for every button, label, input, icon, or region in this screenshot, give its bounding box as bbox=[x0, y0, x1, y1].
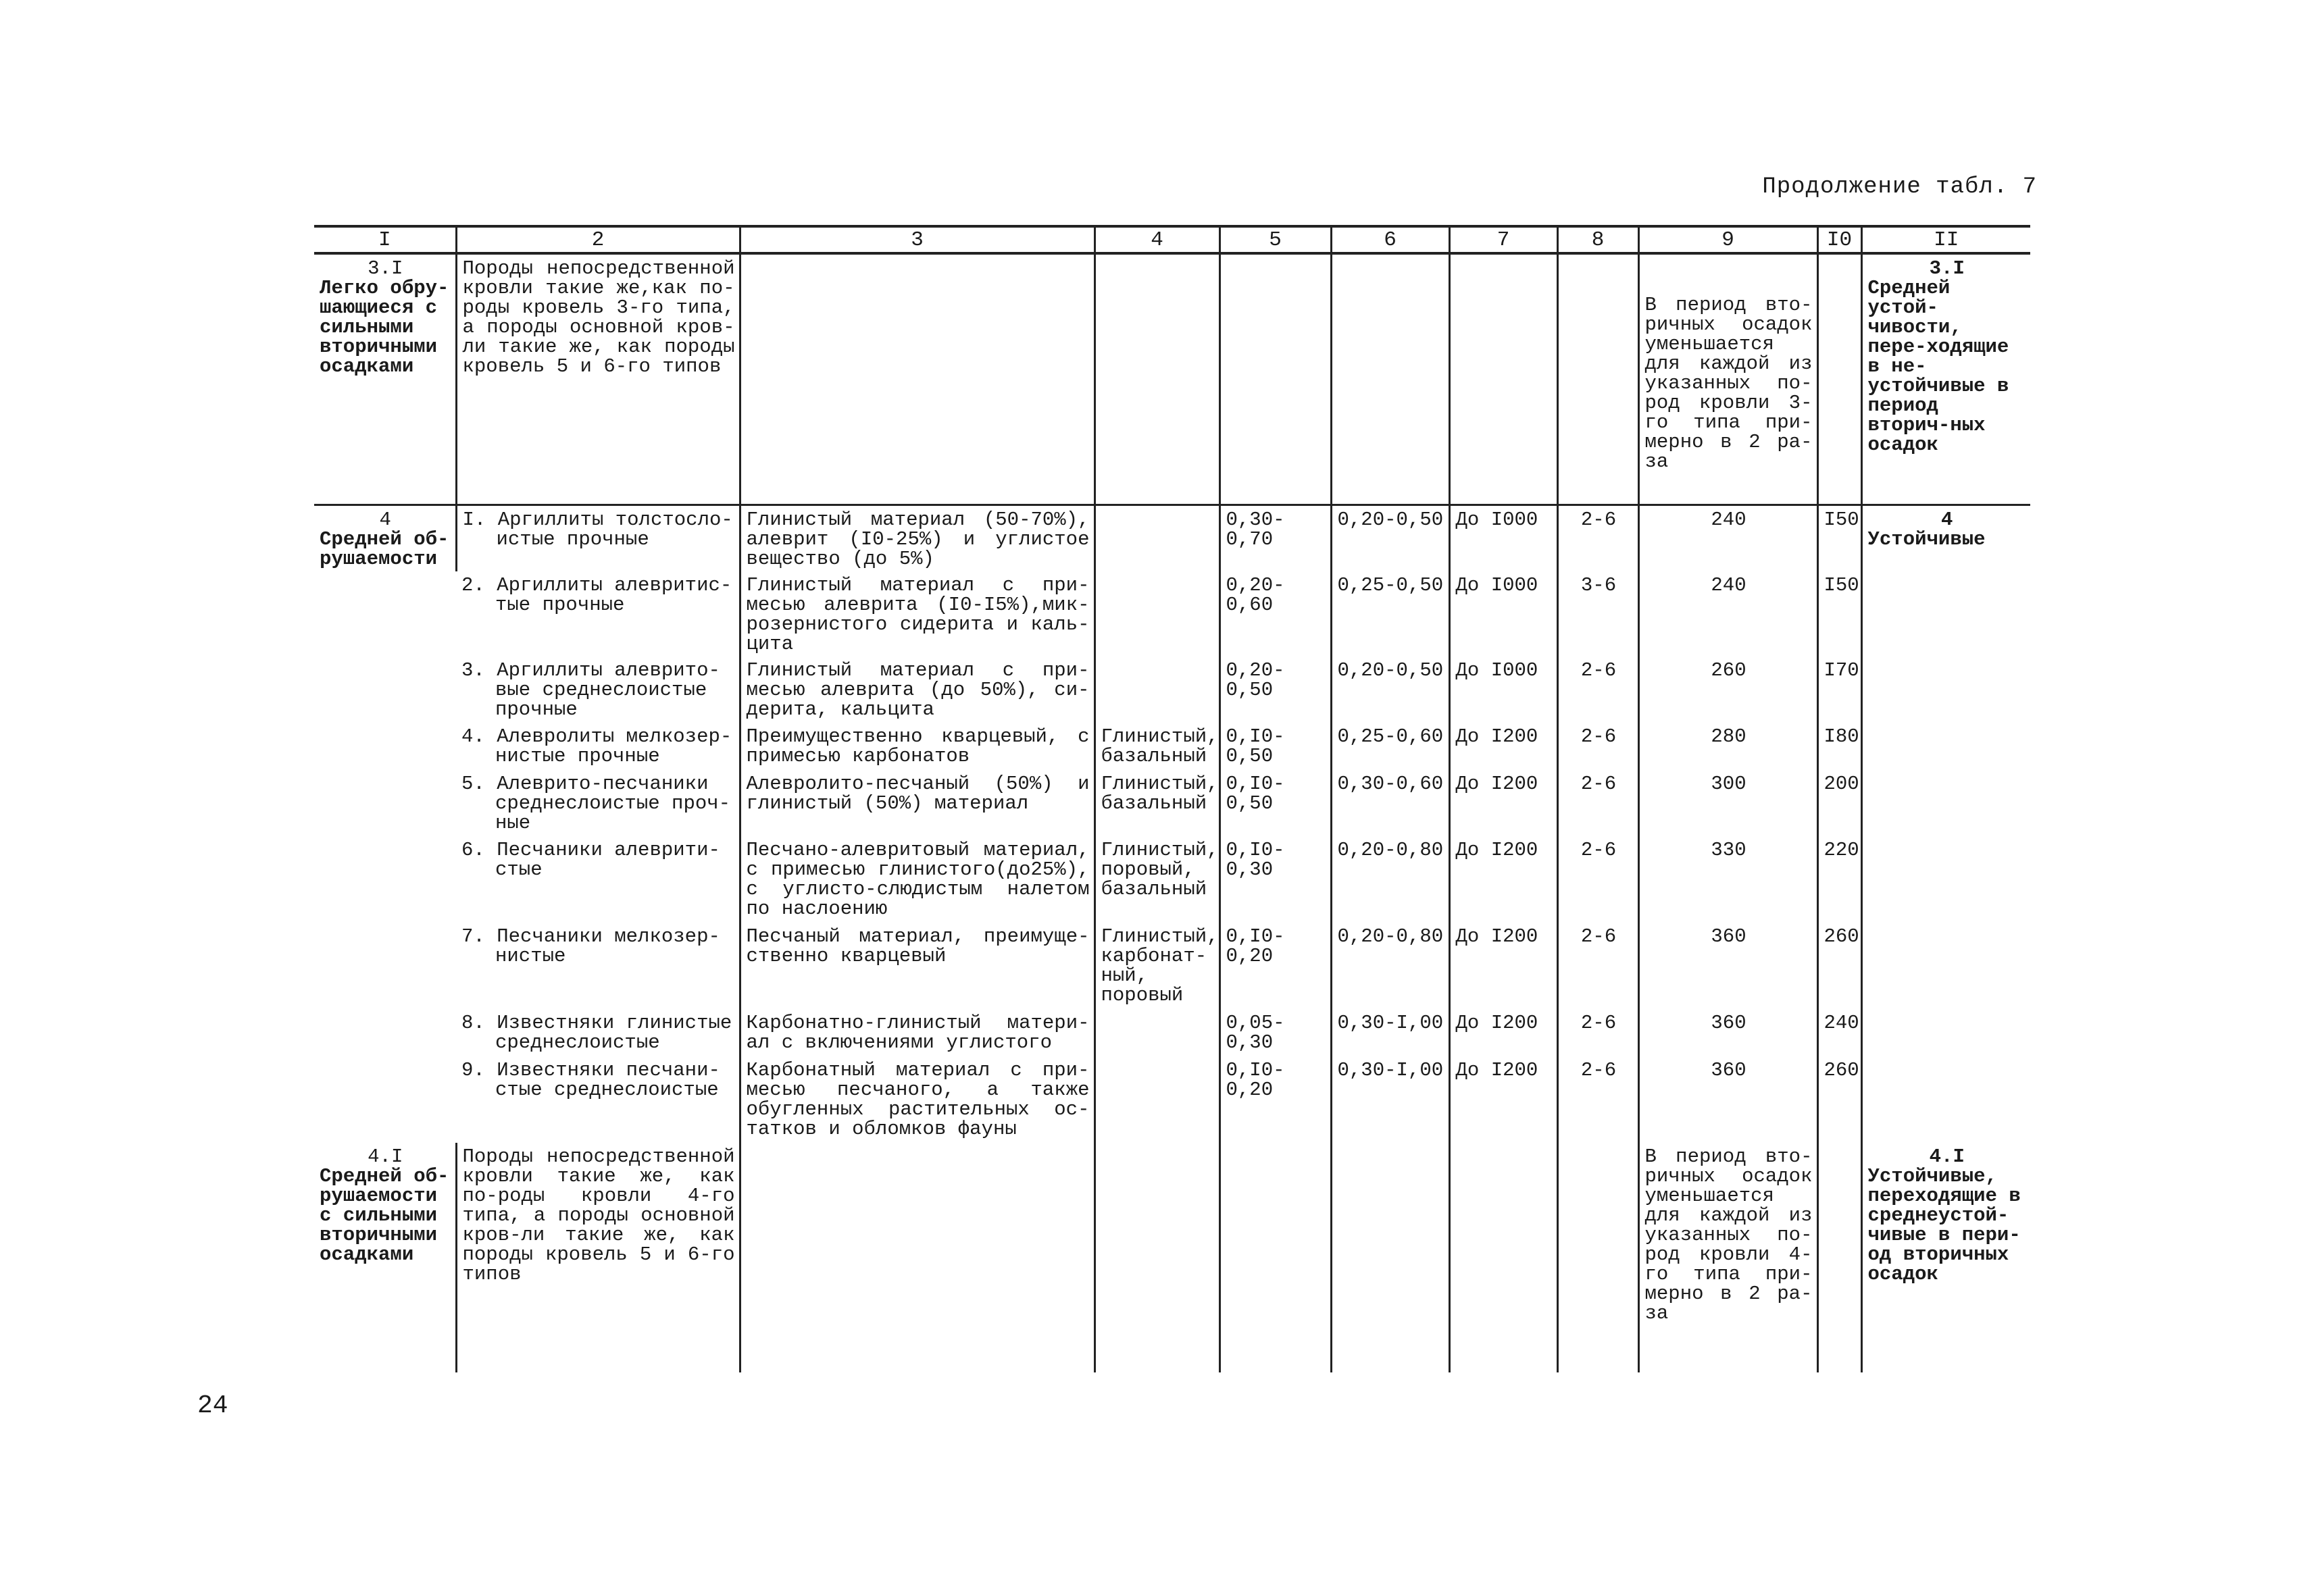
value-col6: 0,30-I,00 bbox=[1331, 1009, 1449, 1056]
value-col6: 0,25-0,50 bbox=[1331, 571, 1449, 657]
value-col10: I80 bbox=[1817, 723, 1861, 770]
cement-type: Глинистый, карбонат-ный, поровый bbox=[1095, 923, 1219, 1009]
value-col10: I70 bbox=[1817, 657, 1861, 723]
rock-material: Песчаный материал, преимуще-ственно кварцевый bbox=[740, 923, 1095, 1009]
item-number: 2. bbox=[461, 573, 485, 596]
stability-label: Средней устой-чивости, пере-ходящие в не-устойчивые в период вторич-ных осадок bbox=[1867, 277, 2009, 456]
value-col6: 0,25-0,60 bbox=[1331, 723, 1449, 770]
value-col10: 200 bbox=[1817, 770, 1861, 836]
item-number: 8. bbox=[461, 1011, 485, 1034]
rock-material: Алевролито-песчаный (50%) и глинистый (50%) материал bbox=[740, 770, 1095, 836]
value-col5: 0,I0-0,30 bbox=[1219, 836, 1331, 923]
rock-name: Известняки глинистые среднеслоистые bbox=[495, 1011, 732, 1054]
cement-type bbox=[1095, 505, 1219, 571]
table-row bbox=[314, 836, 2030, 923]
rock-material: Глинистый материал (50-70%), алеврит (I0-25%) и углистое вещество (до 5%) bbox=[740, 505, 1095, 571]
value-col10: 260 bbox=[1817, 923, 1861, 1009]
roof-type-cell bbox=[314, 1143, 456, 1372]
rock-name: Аргиллиты алевритис-тые прочные bbox=[495, 573, 732, 616]
value-col9: 300 bbox=[1638, 770, 1817, 836]
item-number: 4. bbox=[461, 725, 485, 748]
value-col9: 360 bbox=[1638, 1056, 1817, 1143]
rock-material: Песчано-алевритовый материал, с примесью глинистого(до25%), с углисто-слюдистым налетом по наслоению bbox=[740, 836, 1095, 923]
value-col9: 240 bbox=[1638, 505, 1817, 571]
roof-rock-description: Породы непосредственной кровли такие же, как по-роды кровли 4-го типа, а породы основной кров-ли такие же, как породы кровель 5 и 6-го типов bbox=[456, 1143, 740, 1372]
rock-classification-table bbox=[314, 225, 2030, 1372]
header-cell: I0 bbox=[1817, 226, 1861, 253]
roof-type-cell bbox=[314, 505, 456, 1143]
table-row bbox=[314, 923, 2030, 1009]
value-col7: До I200 bbox=[1449, 836, 1557, 923]
value-col6: 0,20-0,80 bbox=[1331, 923, 1449, 1009]
table-row bbox=[314, 505, 2030, 571]
value-col7: До I200 bbox=[1449, 1056, 1557, 1143]
value-col8: 2-6 bbox=[1557, 770, 1638, 836]
value-col5: 0,05-0,30 bbox=[1219, 1009, 1331, 1056]
value-col8: 2-6 bbox=[1557, 836, 1638, 923]
value-col7: До I200 bbox=[1449, 723, 1557, 770]
rock-name: Алевролиты мелкозер-нистые прочные bbox=[495, 725, 732, 767]
value-col7: До I200 bbox=[1449, 1009, 1557, 1056]
table-row bbox=[314, 770, 2030, 836]
value-col8: 2-6 bbox=[1557, 723, 1638, 770]
value-col8: 2-6 bbox=[1557, 505, 1638, 571]
table-row bbox=[314, 657, 2030, 723]
header-cell: 7 bbox=[1449, 226, 1557, 253]
item-number: I. bbox=[462, 508, 486, 531]
table-row bbox=[314, 571, 2030, 657]
value-col7: До I000 bbox=[1449, 571, 1557, 657]
value-col6: 0,20-0,50 bbox=[1331, 505, 1449, 571]
stability-cell bbox=[1861, 1143, 2030, 1372]
header-cell: I bbox=[314, 226, 456, 253]
header-cell: 9 bbox=[1638, 226, 1817, 253]
value-col7: До I200 bbox=[1449, 923, 1557, 1009]
value-col9: 330 bbox=[1638, 836, 1817, 923]
stability-cell bbox=[1861, 505, 2030, 1143]
header-cell: 5 bbox=[1219, 226, 1331, 253]
table-continuation-caption: Продолжение табл. 7 bbox=[1762, 174, 2037, 200]
value-col10: I50 bbox=[1817, 505, 1861, 571]
section-row-3-1 bbox=[314, 253, 2030, 505]
table-row bbox=[314, 1056, 2030, 1143]
value-col10: I50 bbox=[1817, 571, 1861, 657]
value-col10: 260 bbox=[1817, 1056, 1861, 1143]
cement-type bbox=[1095, 1056, 1219, 1143]
value-col8: 2-6 bbox=[1557, 1009, 1638, 1056]
value-col9: 360 bbox=[1638, 923, 1817, 1009]
roof-type-number: 3.I bbox=[368, 257, 403, 280]
cement-type: Глинистый, базальный bbox=[1095, 723, 1219, 770]
table-row bbox=[314, 723, 2030, 770]
item-number: 7. bbox=[461, 925, 485, 948]
rock-name: Песчаники мелкозер-нистые bbox=[495, 925, 720, 967]
header-cell: 3 bbox=[740, 226, 1095, 253]
rock-material: Преимущественно кварцевый, с примесью карбонатов bbox=[740, 723, 1095, 770]
value-col8: 3-6 bbox=[1557, 571, 1638, 657]
item-number: 5. bbox=[461, 772, 485, 795]
value-col6: 0,20-0,80 bbox=[1331, 836, 1449, 923]
rock-name: Аргиллиты алеврито-вые среднеслоистые прочные bbox=[495, 659, 720, 721]
header-cell: 6 bbox=[1331, 226, 1449, 253]
header-cell: 8 bbox=[1557, 226, 1638, 253]
item-number: 3. bbox=[461, 659, 485, 681]
value-col5: 0,I0-0,20 bbox=[1219, 1056, 1331, 1143]
value-col8: 2-6 bbox=[1557, 923, 1638, 1009]
value-col5: 0,I0-0,50 bbox=[1219, 723, 1331, 770]
rock-name: Песчаники алеврити-стые bbox=[495, 838, 720, 881]
value-col7: До I200 bbox=[1449, 770, 1557, 836]
rock-material: Глинистый материал с при-месью алеврита (I0-I5%),мик-розернистого сидерита и каль-цита bbox=[740, 571, 1095, 657]
roof-type-name: Средней об-рушаемости bbox=[320, 527, 449, 570]
value-col5: 0,20-0,60 bbox=[1219, 571, 1331, 657]
header-cell: II bbox=[1861, 226, 2030, 253]
value-col7: До I000 bbox=[1449, 505, 1557, 571]
value-col7: До I000 bbox=[1449, 657, 1557, 723]
header-row bbox=[314, 226, 2030, 253]
value-col8: 2-6 bbox=[1557, 1056, 1638, 1143]
value-col8: 2-6 bbox=[1557, 657, 1638, 723]
roof-type-number: 4 bbox=[379, 508, 391, 531]
page-number: 24 bbox=[197, 1391, 228, 1420]
value-col5: 0,30-0,70 bbox=[1219, 505, 1331, 571]
value-col10: 240 bbox=[1817, 1009, 1861, 1056]
stability-number: 4.I bbox=[1929, 1145, 1965, 1168]
value-col9: 260 bbox=[1638, 657, 1817, 723]
section-row-4-1 bbox=[314, 1143, 2030, 1372]
rock-name: Алеврито-песчаники среднеслоистые проч-ные bbox=[495, 772, 731, 834]
cement-type bbox=[1095, 571, 1219, 657]
value-col6: 0,30-0,60 bbox=[1331, 770, 1449, 836]
stability-number: 4 bbox=[1941, 508, 1953, 531]
rock-material: Карбонатный материал с при-месью песчаного, а также обугленных растительных ос-татков и обломков фауны bbox=[740, 1056, 1095, 1143]
value-col5: 0,20-0,50 bbox=[1219, 657, 1331, 723]
cement-type bbox=[1095, 1009, 1219, 1056]
item-number: 6. bbox=[461, 838, 485, 861]
stability-label: Устойчивые bbox=[1867, 527, 1986, 550]
cement-type: Глинистый, поровый, базальный bbox=[1095, 836, 1219, 923]
stability-number: 3.I bbox=[1929, 257, 1965, 280]
secondary-settlement-note: В период вто-ричных осадок уменьшается для каждой из указанных по-род кровли 4-го типа при-мерно в 2 ра-за bbox=[1638, 1143, 1817, 1372]
rock-name: Известняки песчани-стые среднеслоистые bbox=[495, 1058, 720, 1101]
value-col9: 360 bbox=[1638, 1009, 1817, 1056]
cement-type bbox=[1095, 657, 1219, 723]
roof-type-name: Средней об-рушаемости с сильными вторичными осадками bbox=[320, 1164, 449, 1266]
value-col6: 0,30-I,00 bbox=[1331, 1056, 1449, 1143]
roof-type-number: 4.I bbox=[368, 1145, 403, 1168]
value-col6: 0,20-0,50 bbox=[1331, 657, 1449, 723]
rock-material: Глинистый материал с при-месью алеврита (до 50%), си-дерита, кальцита bbox=[740, 657, 1095, 723]
stability-cell bbox=[1861, 253, 2030, 505]
stability-label: Устойчивые, переходящие в среднеустой-чивые в пери-од вторичных осадок bbox=[1867, 1164, 2021, 1285]
table-row bbox=[314, 1009, 2030, 1056]
value-col5: 0,I0-0,20 bbox=[1219, 923, 1331, 1009]
roof-rock-description: Породы непосредственной кровли такие же,как по-роды кровель 3-го типа, а породы основной кров-ли такие же, как породы кровель 5 и 6-го типов bbox=[456, 253, 740, 505]
item-number: 9. bbox=[461, 1058, 485, 1081]
header-cell: 2 bbox=[456, 226, 740, 253]
header-cell: 4 bbox=[1095, 226, 1219, 253]
rock-name: Аргиллиты толстосло-истые прочные bbox=[496, 508, 733, 550]
secondary-settlement-note: В период вто-ричных осадок уменьшается для каждой из указанных по-род кровли 3-го типа при-мерно в 2 ра-за bbox=[1638, 253, 1817, 505]
value-col9: 280 bbox=[1638, 723, 1817, 770]
roof-type-name: Легко обру-шающиеся с сильными вторичными осадками bbox=[320, 277, 449, 378]
roof-type-cell bbox=[314, 253, 456, 505]
value-col5: 0,I0-0,50 bbox=[1219, 770, 1331, 836]
value-col10: 220 bbox=[1817, 836, 1861, 923]
cement-type: Глинистый, базальный bbox=[1095, 770, 1219, 836]
rock-material: Карбонатно-глинистый матери-ал с включениями углистого bbox=[740, 1009, 1095, 1056]
value-col9: 240 bbox=[1638, 571, 1817, 657]
